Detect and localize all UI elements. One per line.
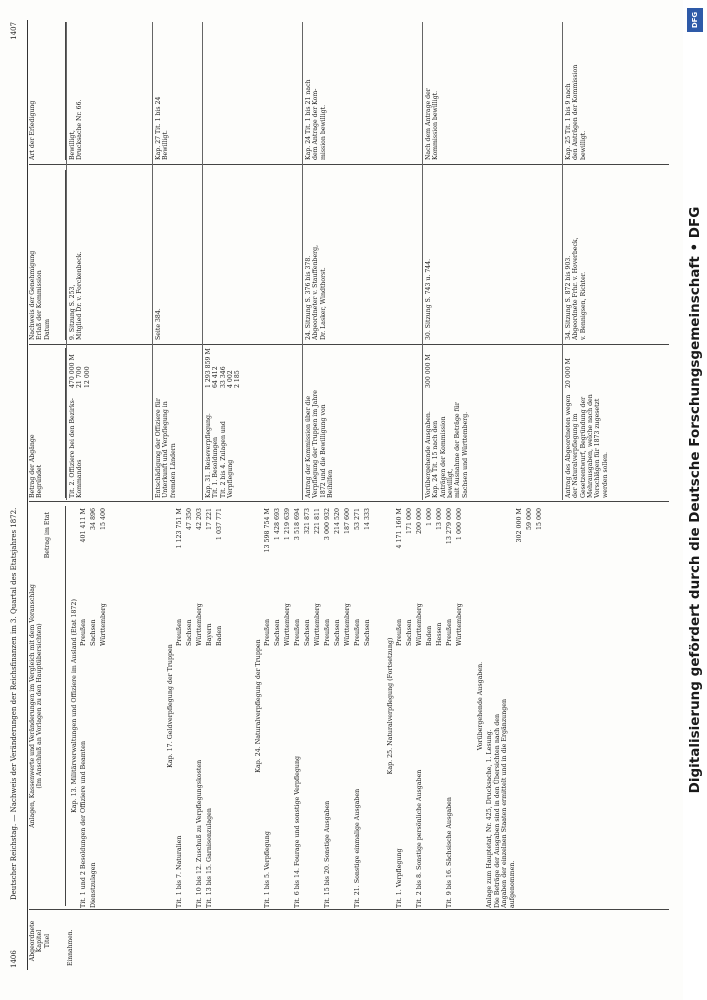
ledger-row <box>416 504 426 908</box>
row-label: Tit. 2 bis 8. Sonstige persönliche Ausgaben <box>416 769 424 908</box>
row-divider <box>302 22 303 500</box>
row-amount: 321 873 <box>304 508 312 535</box>
item-description: Antrag der Kommission über die Verpflegung der Truppen im Jahre 1872 und die Bewilligung von Beihilfen <box>305 390 334 498</box>
column-head-right1 <box>29 348 66 498</box>
row-label: Tit. 1 bis 5. Verpflegung <box>264 831 272 908</box>
row-state: Baden <box>216 625 224 646</box>
item-reference: Seite 384. <box>155 308 162 340</box>
row-amount: 401 411 M <box>80 508 88 543</box>
row-state: Baden <box>426 625 434 646</box>
row-label: Tit. 21. Sonstige einmalige Ausgaben <box>354 788 362 908</box>
column-head-main-title: Anlagen, Kassenwerte und Veränderungen im Vergleich mit dem Voranschlag <box>29 584 36 828</box>
ledger-row <box>264 504 274 908</box>
rotated-page-content <box>5 20 677 970</box>
dfg-logo-text: DFG <box>691 11 699 29</box>
notes-amount-row <box>526 504 536 908</box>
ledger-row <box>314 504 324 908</box>
row-amount: 3 518 694 <box>294 508 302 541</box>
column-head-right2-a: Nachweis der Genehmigung <box>29 250 36 340</box>
column-head-right3-a: Art der Erledigung <box>29 100 36 160</box>
column-head-right1-a: Betrag der Abgänge <box>29 434 36 498</box>
page-header <box>5 20 28 970</box>
ledger-row <box>334 504 344 908</box>
ledger-row <box>196 504 206 908</box>
section-title: Kap. 24. Naturalverpflegung der Truppen <box>255 639 262 773</box>
row-state: Preußen <box>80 618 88 646</box>
column-head-left-1: Abgeordnete <box>29 920 36 962</box>
ledger-row <box>304 504 314 908</box>
row-amount: 47 350 <box>186 508 194 531</box>
item-resolution: Nach dem Antrage der Kommission bewilligt. <box>425 88 440 160</box>
row-amount: 53 271 <box>354 508 362 531</box>
item-resolution: Kap. 24 Tit. 1 bis 21 nach dem Antrage der Kom- mission bewilligt. <box>305 79 327 160</box>
item-resolution: Kap. 27 Tit. 1 bis 24 Bewilligt. <box>155 96 170 160</box>
column-divider <box>29 501 669 502</box>
ledger-row <box>216 504 226 908</box>
row-state: Württemberg <box>344 603 352 646</box>
notes-title: Vorübergehende Ausgaben. <box>477 661 484 751</box>
item-amount: 300 000 M <box>425 354 432 388</box>
column-divider <box>29 344 669 345</box>
page-number-left: 1406 <box>10 950 18 968</box>
column-head-right2-b: Erlaß der Kommission <box>36 270 44 340</box>
row-divider <box>66 22 67 500</box>
row-amount: 34 896 <box>90 508 98 531</box>
ledger-row <box>354 504 364 908</box>
row-state: Preußen <box>264 618 272 646</box>
row-amount: 1 123 751 M <box>176 508 184 549</box>
item-resolution: Bewilligt, Drucksache Nr. 66. <box>69 99 84 160</box>
notes-amount-b: 59 000 <box>526 508 534 531</box>
row-amount: 221 811 <box>314 508 322 535</box>
column-head-right2-c: Datum <box>43 319 51 340</box>
notes-amount-row <box>516 504 526 908</box>
ledger-section <box>253 504 374 908</box>
row-label: Dienstzulagen <box>90 862 98 908</box>
item-description: Antrag des Abgeordneten wegen der Naturalverpflegung im Gesetzentwurf, Begründung der Mehrausgaben, welche nach den Vorschlägen für 1873 zugesetzt werden sollen. <box>565 394 609 498</box>
column-head-right2 <box>29 170 66 340</box>
column-head-left <box>29 912 51 970</box>
row-amount: 13 598 754 M <box>264 508 272 553</box>
row-state: Württemberg <box>456 603 464 646</box>
row-state: Sachsen <box>334 619 342 646</box>
row-state: Württemberg <box>196 603 204 646</box>
row-amount: 1 037 771 <box>216 508 224 541</box>
item-amount: 1 293 859 M 64 412 33 346 4 002 2 185 <box>205 348 242 388</box>
column-head-right3 <box>29 22 66 160</box>
row-state: Preußen <box>446 618 454 646</box>
column-head-left-2: Kapitel <box>36 929 44 953</box>
page-number-right: 1407 <box>10 22 18 40</box>
ledger-row <box>284 504 294 908</box>
row-amount: 171 000 <box>406 508 414 535</box>
row-label: Tit. 1 und 2 Besoldungen der Offiziere und Beamten <box>80 740 88 908</box>
row-state: Preußen <box>354 618 362 646</box>
ledger-row <box>176 504 186 908</box>
row-label: Tit. 9 bis 16. Sächsische Ausgaben <box>446 797 454 908</box>
ledger-row <box>456 504 466 908</box>
row-divider <box>562 22 563 500</box>
row-state: Sachsen <box>406 619 414 646</box>
item-amount: 470 000 M 21 700 12 000 <box>69 354 91 388</box>
ledger-row <box>206 504 216 908</box>
row-label: Tit. 1 bis 7. Naturalien <box>176 835 184 908</box>
ledger-section <box>385 504 466 908</box>
section-mark: Einnahmen. <box>67 929 74 966</box>
row-state: Preußen <box>324 618 332 646</box>
ledger-row <box>90 504 100 908</box>
row-amount: 13 000 <box>436 508 444 531</box>
column-divider <box>29 164 669 165</box>
ledger-row <box>294 504 304 908</box>
section-title: Kap. 25. Naturalverpflegung (Fortsetzung) <box>387 637 394 775</box>
row-state: Preußen <box>294 618 302 646</box>
column-divider <box>29 909 669 910</box>
ledger-row <box>324 504 334 908</box>
dfg-logo <box>687 8 703 32</box>
item-description: Tit. 2. Offiziere bei den Bezirks-Kommandos <box>69 398 84 498</box>
row-label: Tit. 6 bis 14. Fourage und sonstige Verpflegung <box>294 755 302 908</box>
row-divider <box>422 22 423 500</box>
notes-block <box>475 504 546 908</box>
row-amount: 200 000 <box>416 508 424 535</box>
notes-text: Anlage zum Hauptetat, Nr. 425, Drucksache, 1. Lesung. Die Beträge der Ausgaben sind in den Übersichten nach den Angaben der einzelnen Staaten ermittelt und in die Ergänzungen aufgenommen. <box>486 698 516 908</box>
row-label: Tit. 15 bis 20. Sonstige Ausgaben <box>324 800 332 908</box>
row-state: Württemberg <box>284 603 292 646</box>
row-amount: 1 219 639 <box>284 508 292 541</box>
ledger-row <box>344 504 354 908</box>
column-head-left-3: Titel <box>43 933 51 949</box>
ledger-section <box>165 504 226 908</box>
ledger-row <box>436 504 446 908</box>
row-state: Sachsen <box>90 619 98 646</box>
notes-amount-row <box>536 504 546 908</box>
row-state: Sachsen <box>304 619 312 646</box>
row-state: Sachsen <box>274 619 282 646</box>
row-label: Tit. 10 bis 12. Zuschuß zu Verpflegungskosten <box>196 759 204 908</box>
section-title: Kap. 13. Militärverwaltungen und Offiziere im Ausland (Etat 1872) <box>71 599 78 813</box>
funding-credit: Digitalisierung gefördert durch die Deutsche Forschungsgemeinschaft • DFG <box>687 206 703 794</box>
row-amount: 1 428 693 <box>274 508 282 541</box>
row-amount: 1 000 000 <box>456 508 464 541</box>
row-divider <box>202 22 203 500</box>
row-label: Tit. 1. Verpflegung <box>396 848 404 908</box>
row-amount: 187 600 <box>344 508 352 535</box>
ledger-row <box>426 504 436 908</box>
ledger-row <box>406 504 416 908</box>
row-state: Hessen <box>436 622 444 646</box>
row-divider <box>152 22 153 500</box>
row-amount: 13 279 000 <box>446 508 454 545</box>
item-description: Entschädigung der Offiziere für Unterkunft und Verpflegung in fremden Ländern <box>155 398 177 498</box>
ledger-row <box>364 504 374 908</box>
item-amount: 20 000 M <box>565 358 572 388</box>
row-amount: 42 203 <box>196 508 204 531</box>
item-reference: 30. Sitzung S. 743 u. 744. <box>425 258 432 340</box>
page-header-title: Deutscher Reichstag. — Nachweis der Veränderungen der Reichsfinanzen im 3. Quartal des Etatsjahres 1872. <box>10 507 18 900</box>
row-state: Württemberg <box>100 603 108 646</box>
column-head-right1-b: Begründet <box>36 464 44 498</box>
column-head-main <box>29 506 66 906</box>
notes-amount-a: 302 000 M <box>516 508 524 543</box>
row-amount: 14 333 <box>364 508 372 531</box>
item-reference: 34. Sitzung S. 872 bis 903. Abgeordnete Frhr. v. Hoverbeck, v. Bennigsen, Richter. <box>565 237 587 340</box>
item-reference: 9. Sitzung S. 253, Mitglied Dr. v. Forckenbeck. <box>69 251 84 340</box>
item-reference: 24. Sitzung S. 376 bis 378. Abgeordneter v. Stauffenberg, Dr. Lasker, Windthorst. <box>305 244 327 340</box>
ledger-row <box>100 504 110 908</box>
row-amount: 15 400 <box>100 508 108 531</box>
row-amount: 1 000 <box>426 508 434 527</box>
notes-amount-c: 15 000 <box>536 508 544 531</box>
ledger-section <box>69 504 110 908</box>
item-resolution: Kap. 25 Tit. 1 bis 9 nach den Anträgen der Kommission bewilligt. <box>565 64 587 160</box>
ledger-row <box>80 504 90 908</box>
ledger-row <box>274 504 284 908</box>
item-description: Vorübergehende Ausgaben. Kap. 24 Tit. 15 nach den Anträgen der Kommission bewilligt, mit Ausnahme der Beträge für Sachsen und Württemberg. <box>425 402 469 498</box>
row-state: Preußen <box>176 618 184 646</box>
ledger-row <box>186 504 196 908</box>
row-state: Preußen <box>396 618 404 646</box>
row-amount: 214 520 <box>334 508 342 535</box>
item-description: Kap. 31. Reiseverpflegung. Tit. 1. Besoldungen Tit. 2 bis 4. Zulagen und Verpflegung <box>205 413 234 498</box>
section-title: Kap. 17. Geldverpflegung der Truppen <box>167 644 174 768</box>
row-amount: 17 221 <box>206 508 214 531</box>
column-head-amount: Betrag im Etat <box>43 512 51 559</box>
row-amount: 4 171 160 M <box>396 508 404 549</box>
row-state: Bayern <box>206 623 214 646</box>
row-state: Sachsen <box>364 619 372 646</box>
ledger-row <box>396 504 406 908</box>
ledger-row <box>446 504 456 908</box>
row-state: Württemberg <box>314 603 322 646</box>
row-label: Tit. 13 bis 15. Garnisonzulagen <box>206 808 214 908</box>
row-state: Württemberg <box>416 603 424 646</box>
column-head-main-subtitle: (Im Anschluß an Vorlagen zu den Hauptübersichten) <box>36 623 44 789</box>
row-state: Sachsen <box>186 619 194 646</box>
row-amount: 3 000 932 <box>324 508 332 541</box>
